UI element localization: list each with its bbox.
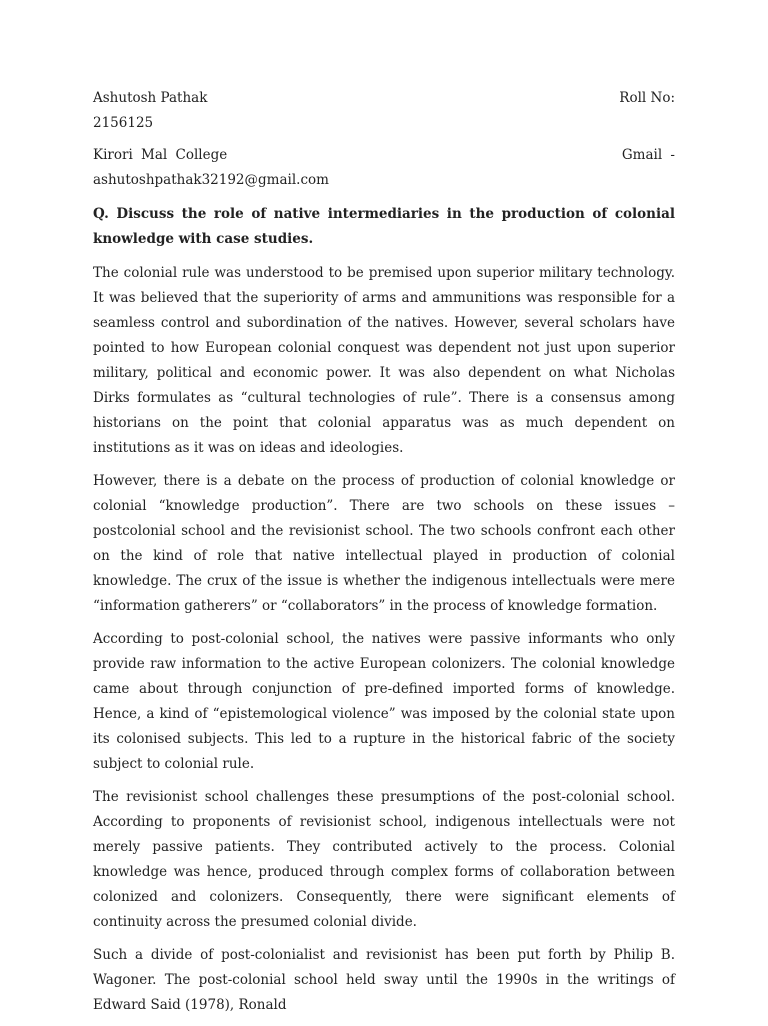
- paragraph-1: The colonial rule was understood to be premised upon superior military technology. It was believed that the superiority of arms and ammunitions was responsible for a seamless control and subordination of the natives. However, several scholars have pointed to how European colonial conquest was dependent not just upon superior military, political and economic power. It was also dependent on what Nicholas Dirks formulates as “cultural technologies of rule”. There is a consensus among historians on the point that colonial apparatus was as much dependent on institutions as it was on ideas and ideologies.: [93, 265, 675, 456]
- email-address: ashutoshpathak32192@gmail.com: [93, 172, 329, 188]
- author-name: Ashutosh Pathak: [93, 90, 208, 106]
- name-roll-line: [93, 86, 675, 111]
- paragraph-4: The revisionist school challenges these presumptions of the post-colonial school. According to proponents of revisionist school, indigenous intellectuals were not merely passive patients. They contributed actively to the process. Colonial knowledge was hence, produced through complex forms of collaboration between colonized and colonizers. Consequently, there were significant elements of continuity across the presumed colonial divide.: [93, 789, 675, 930]
- question-heading: Q. Discuss the role of native intermediaries in the production of colonial knowledge with case studies.: [93, 206, 675, 247]
- paragraph-5: Such a divide of post-colonialist and revisionist has been put forth by Philip B. Wagoner. The post-colonial school held sway until the 1990s in the writings of Edward Said (1978), Ronald: [93, 947, 675, 1013]
- roll-label: Roll No:: [619, 90, 675, 106]
- paragraph-2: However, there is a debate on the process of production of colonial knowledge or colonial “knowledge production”. There are two schools on these issues – postcolonial school and the revisionist school. The two schools confront each other on the kind of role that native intellectual played in production of colonial knowledge. The crux of the issue is whether the indigenous intellectuals were mere “information gatherers” or “collaborators” in the process of knowledge formation.: [93, 473, 675, 614]
- gmail-label: Gmail -: [621, 147, 675, 163]
- paragraph-3: According to post-colonial school, the natives were passive informants who only provide raw information to the active European colonizers. The colonial knowledge came about through conjunction of pre-defined imported forms of knowledge. Hence, a kind of “epistemological violence” was imposed by the colonial state upon its colonised subjects. This led to a rupture in the historical fabric of the society subject to colonial rule.: [93, 631, 675, 772]
- document-page: [93, 86, 675, 1026]
- college-gmail-line: [93, 143, 675, 168]
- roll-number: 2156125: [93, 115, 154, 131]
- college-name: Kirori Mal College: [93, 147, 228, 163]
